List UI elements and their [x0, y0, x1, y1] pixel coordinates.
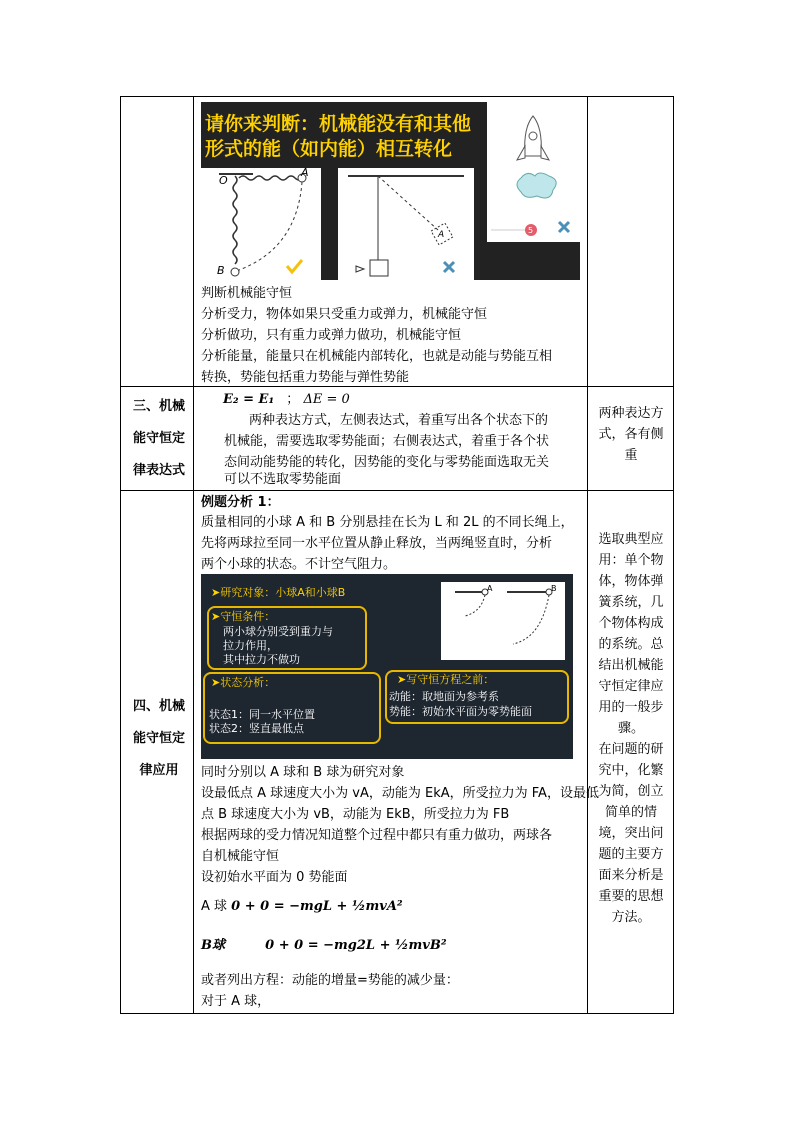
- condition-line-3: 其中拉力不做功: [223, 653, 300, 666]
- pendulum-pair-diagram: [441, 582, 565, 660]
- spring-diagram: [201, 168, 321, 280]
- intro-line-2: 两个小球的状态。不计空气阻力。: [201, 557, 397, 572]
- slide-title-line2: 形式的能（如内能）相互转化: [205, 138, 453, 160]
- row1-note-cell: [588, 97, 674, 387]
- analysis-line-1: 设最低点 A 球速度大小为 vA，动能为 EkA，所受拉力为 FA，设最低: [201, 786, 599, 801]
- label-b: B: [217, 264, 225, 277]
- slide-analysis-image: [201, 574, 573, 759]
- analysis-line-2: 点 B 球速度大小为 vB，动能为 EkB，所受拉力为 FB: [201, 807, 510, 822]
- formula-energy-equal: E₂ = E₁: [223, 392, 275, 407]
- row1-line-0: 判断机械能守恒: [201, 286, 293, 301]
- row-expression: [121, 387, 674, 491]
- row2-line-3: 可以不选取零势能面: [224, 472, 342, 487]
- row-judge-conservation: [121, 97, 674, 387]
- row1-content-cell: [194, 97, 588, 387]
- condition-line-2: 拉力作用，: [223, 639, 278, 652]
- row2-note: 两种表达方 式，各有侧 重: [598, 406, 664, 463]
- condition-line-1: 两小球分别受到重力与: [223, 625, 333, 638]
- row3-title-cell: [121, 491, 194, 1014]
- research-object: ➤研究对象：小球A和小球B: [211, 586, 346, 599]
- intro-line-0: 质量相同的小球 A 和 B 分别悬挂在长为 L 和 2L 的不同长绳上，: [201, 515, 574, 530]
- label-a-pendulum: A: [438, 230, 445, 240]
- row1-line-3: 分析能量，能量只在机械能内部转化，也就是动能与势能互相: [201, 349, 553, 364]
- row1-line-4: 转换，势能包括重力势能与弹性势能: [201, 370, 410, 385]
- before-title: ➤写守恒方程之前：: [397, 673, 495, 686]
- formula-delta-e: ΔE = 0: [303, 392, 350, 407]
- equation-b-formula: 0 + 0 = −mg2L + ½mvB²: [265, 938, 447, 953]
- analysis-line-4: 自机械能守恒: [201, 849, 280, 864]
- pendulum-pair-svg: [441, 582, 565, 660]
- tail-line-1: 对于 A 球，: [201, 994, 271, 1009]
- row3-note: 选取典型应 用：单个物 体，物体弹 簧系统，几 个物体构成 的系统。总 结出机械能 守恒定律应 用的一般步 骤。 在问题的研 究中，化繁 为简，创立 简单的情 境，突出问 题的主要方 面来分析是 重要的思想 方法。: [598, 532, 664, 925]
- pendulum-diagram: [338, 168, 474, 280]
- row2-line-2: 态间动能势能的转化，因势能的变化与零势能面选取无关: [224, 455, 550, 470]
- slide-title-line1: 请你来判断：机械能没有和其他: [205, 113, 472, 135]
- ball-b-label: B: [551, 584, 557, 593]
- ball-a-label: A: [487, 584, 493, 593]
- label-a: A: [301, 166, 309, 179]
- condition-title: ➤守恒条件：: [211, 610, 276, 623]
- tail-line-0: 或者列出方程：动能的增量=势能的减少量：: [201, 973, 459, 988]
- formula-line: E₂ = E₁ ； ΔE = 0: [223, 392, 350, 407]
- state-title: ➤状态分析：: [211, 676, 276, 689]
- equation-a-label: A 球: [201, 899, 228, 914]
- row2-note-cell: [588, 387, 674, 491]
- row2-title: 三、机械 能守恒定 律表达式: [132, 399, 185, 478]
- equation-a-formula: 0 + 0 = −mgL + ½mvA²: [231, 899, 403, 914]
- before-line-2: 势能：初始水平面为零势能面: [389, 705, 532, 718]
- before-line-1: 动能：取地面为参考系: [389, 690, 499, 703]
- analysis-line-0: 同时分别以 A 球和 B 球为研究对象: [201, 765, 405, 780]
- equation-b-label: B球: [201, 938, 225, 953]
- intro-line-1: 先将两球拉至同一水平位置从静止释放，当两绳竖直时，分析: [201, 536, 553, 551]
- row-application: [121, 491, 674, 1014]
- rocket-diagram: [487, 102, 580, 242]
- equation-a: [201, 896, 403, 917]
- lesson-table: [120, 96, 674, 1014]
- row1-line-1: 分析受力，物体如果只受重力或弹力，机械能守恒: [201, 307, 488, 322]
- example-heading: 例题分析 1：: [201, 495, 280, 510]
- row2-line-1: 机械能，需要选取零势能面；右侧表达式，着重于各个状: [224, 434, 550, 449]
- row2-content-cell: [194, 387, 588, 491]
- row2-line-0: 两种表达方式，左侧表达式，着重写出各个状态下的: [249, 413, 549, 428]
- row1-line-2: 分析做功，只有重力或弹力做功，机械能守恒: [201, 328, 462, 343]
- label-o: O: [219, 174, 228, 187]
- badge: 5: [528, 226, 534, 235]
- analysis-line-5: 设初始水平面为 0 势能面: [201, 870, 348, 885]
- row3-content-cell: [194, 491, 599, 1014]
- rocket-icon: [487, 102, 580, 242]
- row3-title: 四、机械 能守恒定 律应用: [132, 699, 185, 778]
- slide-judge-image: [201, 102, 580, 280]
- row1-title-cell: [121, 97, 194, 387]
- row3-note-cell: [588, 491, 674, 1014]
- row2-title-cell: [121, 387, 194, 491]
- state-line-1: 状态1：同一水平位置: [209, 708, 315, 721]
- state-line-2: 状态2：竖直最低点: [209, 722, 304, 735]
- pendulum-svg: [338, 168, 474, 280]
- equation-b: [201, 935, 447, 956]
- analysis-line-3: 根据两球的受力情况知道整个过程中都只有重力做功，两球各: [201, 828, 553, 843]
